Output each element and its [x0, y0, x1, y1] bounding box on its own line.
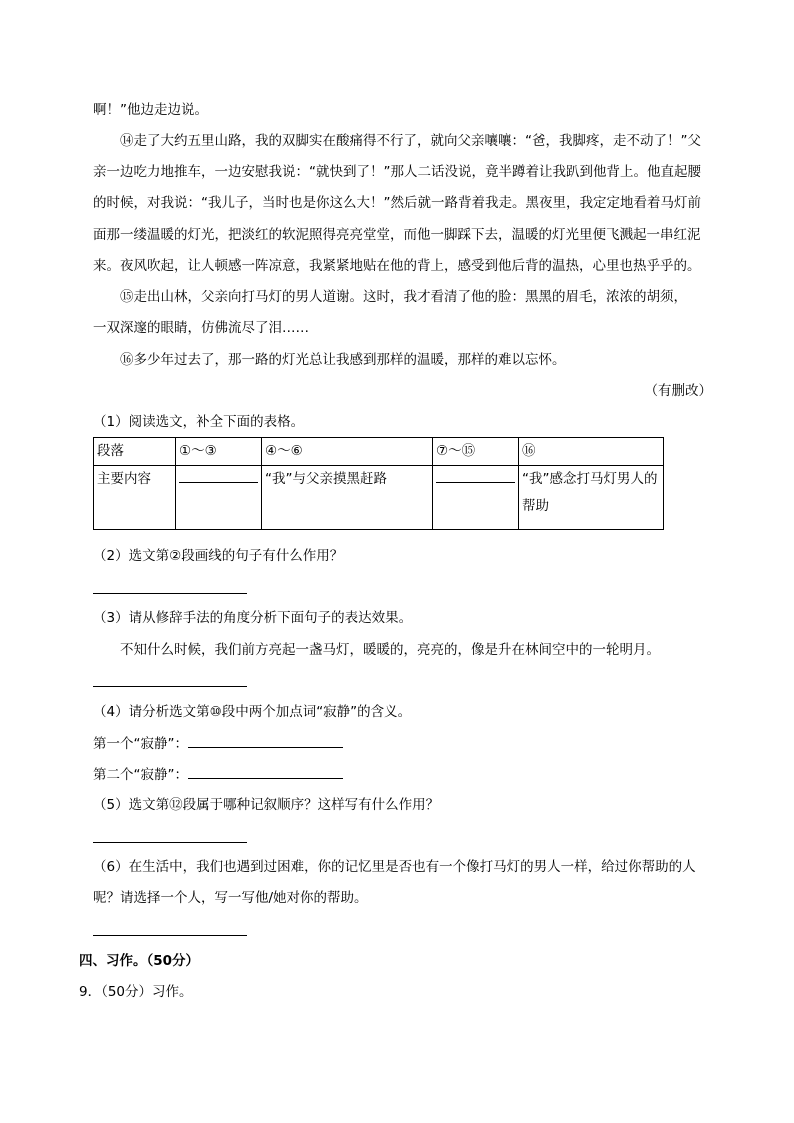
- section-4-title: 四、习作。（50分）: [79, 953, 200, 969]
- item-9: 9．（50分）习作。: [79, 984, 193, 1000]
- table-cell-7-15-answer[interactable]: [433, 466, 519, 530]
- question-6-line1: （6）在生活中，我们也遇到过困难，你的记忆里是否也有一个像打马灯的男人一样，给过你帮助的人: [93, 859, 696, 875]
- table-cell-main-content-label: 主要内容: [94, 466, 176, 530]
- question-4-first-row: [93, 733, 343, 754]
- passage-p14-line4: 面那一缕温暖的灯光，把淡红的软泥照得亮亮堂堂，而他一脚踩下去，温暖的灯光里便飞溅起一串红泥: [93, 227, 701, 243]
- passage-p14-line5: 来。夜风吹起，让人顿感一阵凉意，我紧紧地贴在他的背上，感受到他后背的温热，心里也热乎乎的。: [93, 258, 701, 274]
- table-cell-header-7-15: ⑦～⑮: [433, 438, 519, 466]
- passage-p15-line1: ⑮走出山林，父亲向打马灯的男人道谢。这时，我才看清了他的脸：黑黑的眉毛，浓浓的胡须，: [120, 289, 687, 305]
- passage-p15-line2: 一双深邃的眼睛，仿佛流尽了泪……: [93, 320, 309, 336]
- passage-p14-line1: ⑭走了大约五里山路，我的双脚实在酸痛得不行了，就向父亲嚷嚷：“爸，我脚疼，走不动了！”父: [120, 133, 701, 149]
- question-4-second-label: 第二个“寂静”：: [93, 767, 188, 783]
- answer-line-q5[interactable]: [93, 842, 247, 843]
- answer-line-q3[interactable]: [93, 686, 247, 687]
- question-2: （2）选文第②段画线的句子有什么作用？: [93, 548, 344, 564]
- question-4-second-row: [93, 764, 343, 785]
- table-cell-1-3-answer[interactable]: [176, 466, 262, 530]
- table-header-row: [94, 438, 664, 466]
- passage-p13-tail: 啊！”他边走边说。: [93, 102, 208, 118]
- passage-p16: ⑯多少年过去了，那一路的灯光总让我感到那样的温暖，那样的难以忘怀。: [120, 352, 566, 368]
- question-5: （5）选文第⑫段属于哪种记叙顺序？这样写有什么作用？: [93, 797, 440, 813]
- table-cell-header-para: 段落: [94, 438, 176, 466]
- answer-line-q6[interactable]: [93, 935, 247, 936]
- question-4-first-label: 第一个“寂静”：: [93, 736, 188, 752]
- table-cell-16-line2: 帮助: [522, 498, 549, 514]
- table-cell-16-content: [519, 466, 664, 530]
- table-content-row: [94, 466, 664, 530]
- source-note: （有删改）: [644, 383, 712, 399]
- summary-table: [93, 437, 664, 530]
- question-6-line2: 呢？请选择一个人，写一写他/她对你的帮助。: [93, 890, 368, 906]
- table-cell-16-line1: “我”感念打马灯男人的: [522, 471, 658, 487]
- question-3: （3）请从修辞手法的角度分析下面句子的表达效果。: [93, 610, 413, 626]
- table-cell-header-16: ⑯: [519, 438, 664, 466]
- table-cell-header-4-6: ④～⑥: [262, 438, 433, 466]
- answer-blank-7-15[interactable]: [436, 468, 515, 483]
- question-4: （4）请分析选文第⑩段中两个加点词“寂静”的含义。: [93, 704, 412, 720]
- passage-p14-line3: 的时候，对我说：“我儿子，当时也是你这么大！”然后就一路背着我走。黑夜里，我定定地看着马灯前: [93, 195, 701, 211]
- answer-blank-q4-second[interactable]: [188, 764, 343, 779]
- question-1: （1）阅读选文，补全下面的表格。: [93, 414, 305, 430]
- answer-line-q2[interactable]: [93, 593, 247, 594]
- passage-p14-line2: 亲一边吃力地推车，一边安慰我说：“就快到了！”那人二话没说，竟半蹲着让我趴到他背上。他直起腰: [93, 164, 701, 180]
- table-cell-4-6-content: “我”与父亲摸黑赶路: [262, 466, 433, 530]
- answer-blank-q4-first[interactable]: [188, 733, 343, 748]
- answer-blank-1-3[interactable]: [179, 468, 258, 483]
- table-cell-header-1-3: ①～③: [176, 438, 262, 466]
- question-3-sentence: 不知什么时候，我们前方亮起一盏马灯，暖暖的，亮亮的，像是升在林间空中的一轮明月。: [120, 642, 660, 658]
